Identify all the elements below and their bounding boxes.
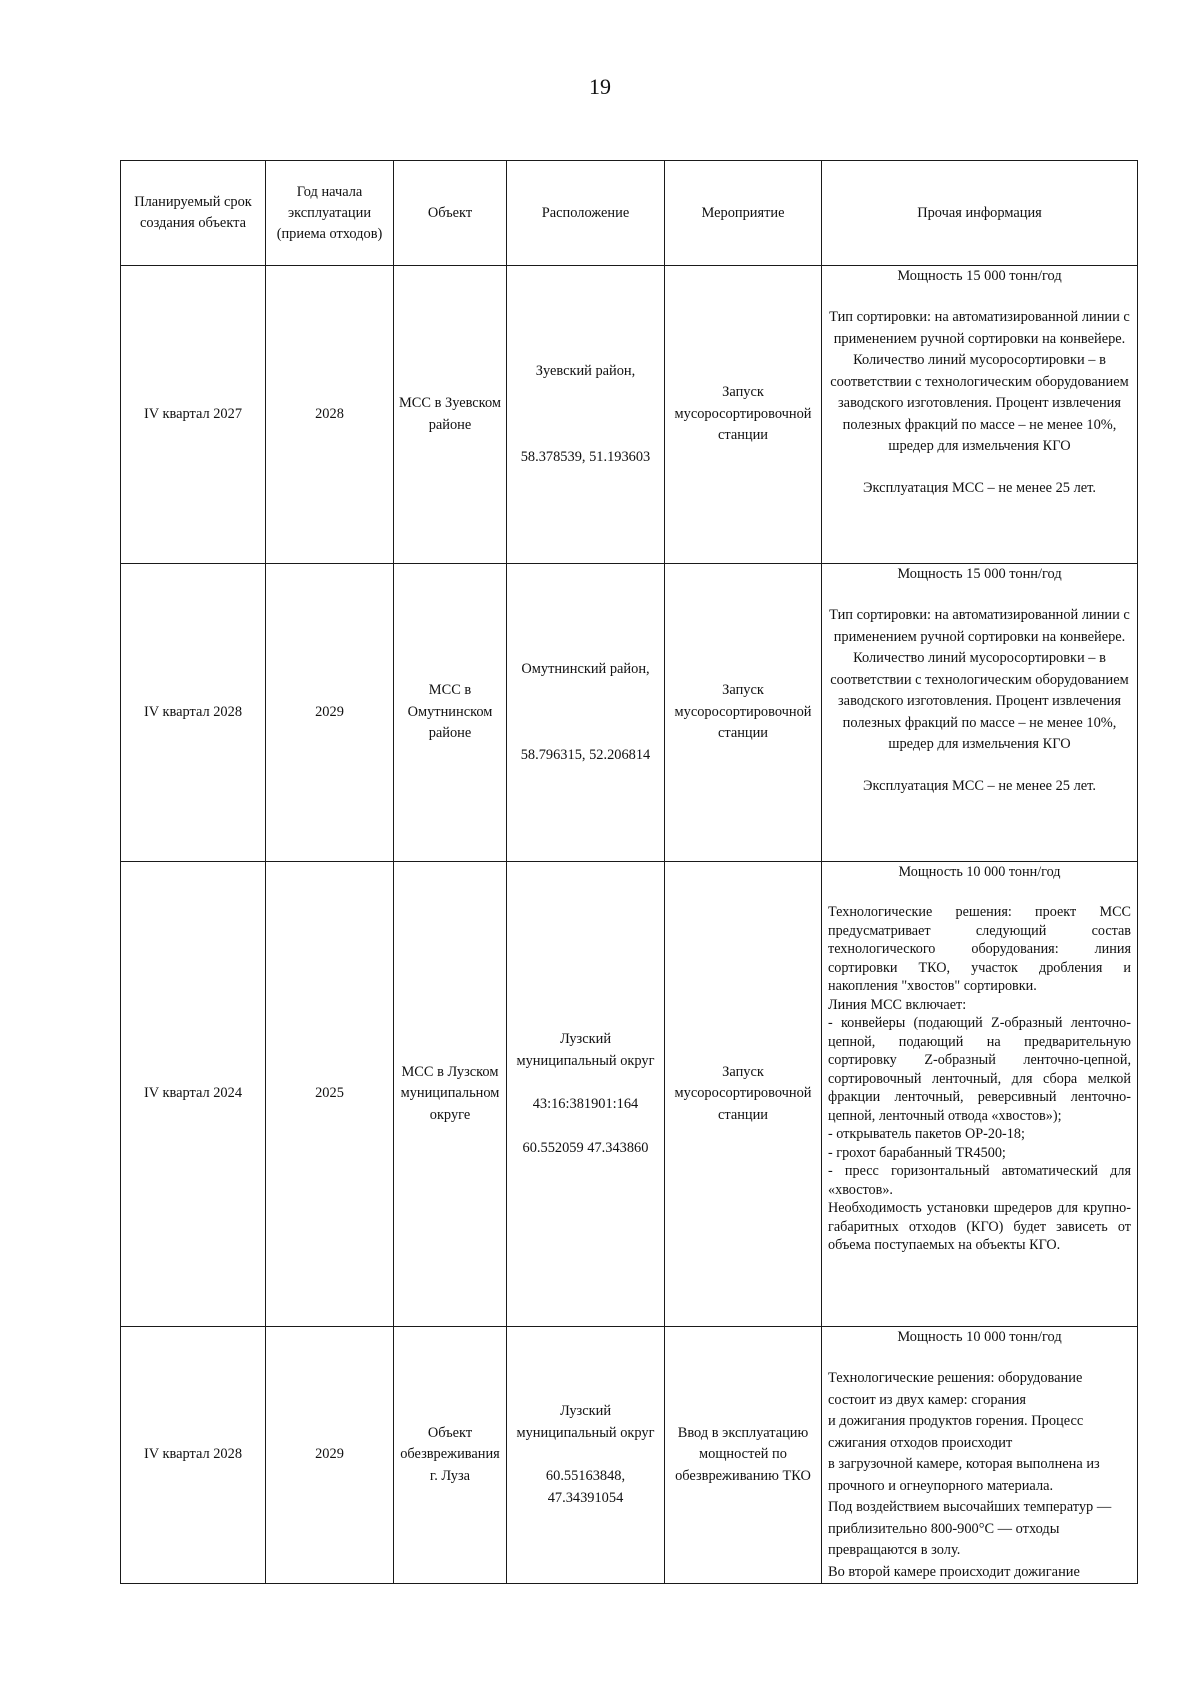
location-name: Омутнинский район, — [521, 661, 650, 677]
cell-year: 2025 — [266, 862, 394, 1327]
info-capacity: Мощность 10 000 тонн/год — [897, 1329, 1062, 1345]
cell-object: МСС в Омутнинском районе — [394, 564, 507, 862]
info-line: и дожигания продуктов горения. Процесс сжигания отходов происходит — [828, 1413, 1084, 1451]
cell-measure: Запуск мусоросортировочной станции — [665, 564, 822, 862]
page-number: 19 — [589, 74, 611, 99]
cell-term: IV квартал 2024 — [121, 862, 266, 1327]
facilities-table — [120, 160, 1138, 1584]
cell-year: 2029 — [266, 1327, 394, 1584]
info-line: - пресс горизонтальный автоматический для «хвостов». — [828, 1163, 1131, 1198]
info-capacity: Мощность 15 000 тонн/год — [897, 566, 1062, 582]
info-tail: Эксплуатация МСС – не менее 25 лет. — [863, 479, 1096, 496]
info-text: Тип сортировки: на автоматизированной линии с применением ручной сортировки на конвейере. Количество линий мусоросортировки – в соответствии с технологическим оборудованием заводского изготовления. Процент извлечения полезных фракций по массе – не менее 10%, шредер для измельчения КГО — [829, 607, 1130, 752]
header-cell-object: Объект — [394, 161, 507, 266]
info-line: Во второй камере происходит дожигание — [828, 1563, 1080, 1580]
header-cell-info: Прочая информация — [822, 161, 1138, 266]
info-line: Технологические решения: оборудование состоит из двух камер: сгорания — [828, 1370, 1083, 1408]
cell-term: IV квартал 2027 — [121, 266, 266, 564]
cell-location — [507, 1327, 665, 1584]
cell-term: IV квартал 2028 — [121, 564, 266, 862]
header-cell-location: Расположение — [507, 161, 665, 266]
cell-measure: Ввод в эксплуатацию мощностей по обезвреживанию ТКО — [665, 1327, 822, 1584]
cell-info — [822, 266, 1138, 564]
info-line: - конвейеры (подающий Z-образный ленточно-цепной, подающий на предварительную сортировку Z-образный ленточно-цепной, сортировочный ленточный, для сбора мелкой фракции ленточный, реверсивный ленточно-цепной, ленточный отвода «хвостов»); — [828, 1015, 1131, 1124]
location-code: 43:16:381901:164 — [532, 1096, 639, 1112]
cell-info — [822, 1327, 1138, 1584]
location-name: Зуевский район, — [535, 363, 636, 379]
info-line: Линия МСС включает: — [828, 996, 967, 1013]
header-cell-term: Планируемый срок создания объекта — [121, 161, 266, 266]
header-cell-year: Год начала эксплуатации (приема отходов) — [266, 161, 394, 266]
cell-measure: Запуск мусоросортировочной станции — [665, 862, 822, 1327]
cell-info — [822, 862, 1138, 1327]
table-row — [121, 1327, 1138, 1584]
cell-object: МСС в Зуевском районе — [394, 266, 507, 564]
cell-object: МСС в Лузском муниципальном округе — [394, 862, 507, 1327]
location-name: Лузский муниципальный округ — [516, 1031, 655, 1069]
info-line: Необходимость установки шредеров для крупно-габаритных отходов (КГО) будет зависеть от объема поступаемых на объекты КГО. — [828, 1200, 1131, 1253]
location-coords: 60.55163848, 47.34391054 — [545, 1468, 626, 1506]
location-name: Лузский муниципальный округ — [516, 1403, 655, 1441]
cell-object: Объект обезвреживания г. Луза — [394, 1327, 507, 1584]
table-header-row — [121, 161, 1138, 266]
cell-measure: Запуск мусоросортировочной станции — [665, 266, 822, 564]
table-row — [121, 564, 1138, 862]
cell-location — [507, 266, 665, 564]
info-line: - грохот барабанный TR4500; — [828, 1144, 1006, 1161]
table-row — [121, 266, 1138, 564]
cell-location — [507, 564, 665, 862]
info-line: Технологические решения: проект МСС предусматривает следующий состав технологического оборудования: линия сортировки ТКО, участок дробления и накопления "хвостов" сортировки. — [828, 904, 1131, 994]
info-capacity: Мощность 15 000 тонн/год — [897, 268, 1062, 284]
table-row — [121, 862, 1138, 1327]
info-line: Под воздействием высочайших температур — приблизительно 800-900°C — отходы превращаются в золу. — [828, 1499, 1112, 1558]
cell-year: 2028 — [266, 266, 394, 564]
info-text: Тип сортировки: на автоматизированной линии с применением ручной сортировки на конвейере. Количество линий мусоросортировки – в соответствии с технологическим оборудованием заводского изготовления. Процент извлечения полезных фракций по массе – не менее 10%, шредер для измельчения КГО — [829, 309, 1130, 454]
cell-location — [507, 862, 665, 1327]
location-coords: 60.552059 47.343860 — [522, 1139, 649, 1156]
info-line: - открыватель пакетов ОР-20-18; — [828, 1126, 1025, 1142]
cell-year: 2029 — [266, 564, 394, 862]
info-capacity: Мощность 10 000 тонн/год — [898, 864, 1061, 880]
info-tail: Эксплуатация МСС – не менее 25 лет. — [863, 777, 1096, 794]
location-coords: 58.796315, 52.206814 — [520, 746, 651, 763]
header-cell-measure: Мероприятие — [665, 161, 822, 266]
cell-info — [822, 564, 1138, 862]
location-coords: 58.378539, 51.193603 — [520, 448, 651, 465]
info-line: в загрузочной камере, которая выполнена из прочного и огнеупорного материала. — [828, 1456, 1100, 1494]
cell-term: IV квартал 2028 — [121, 1327, 266, 1584]
